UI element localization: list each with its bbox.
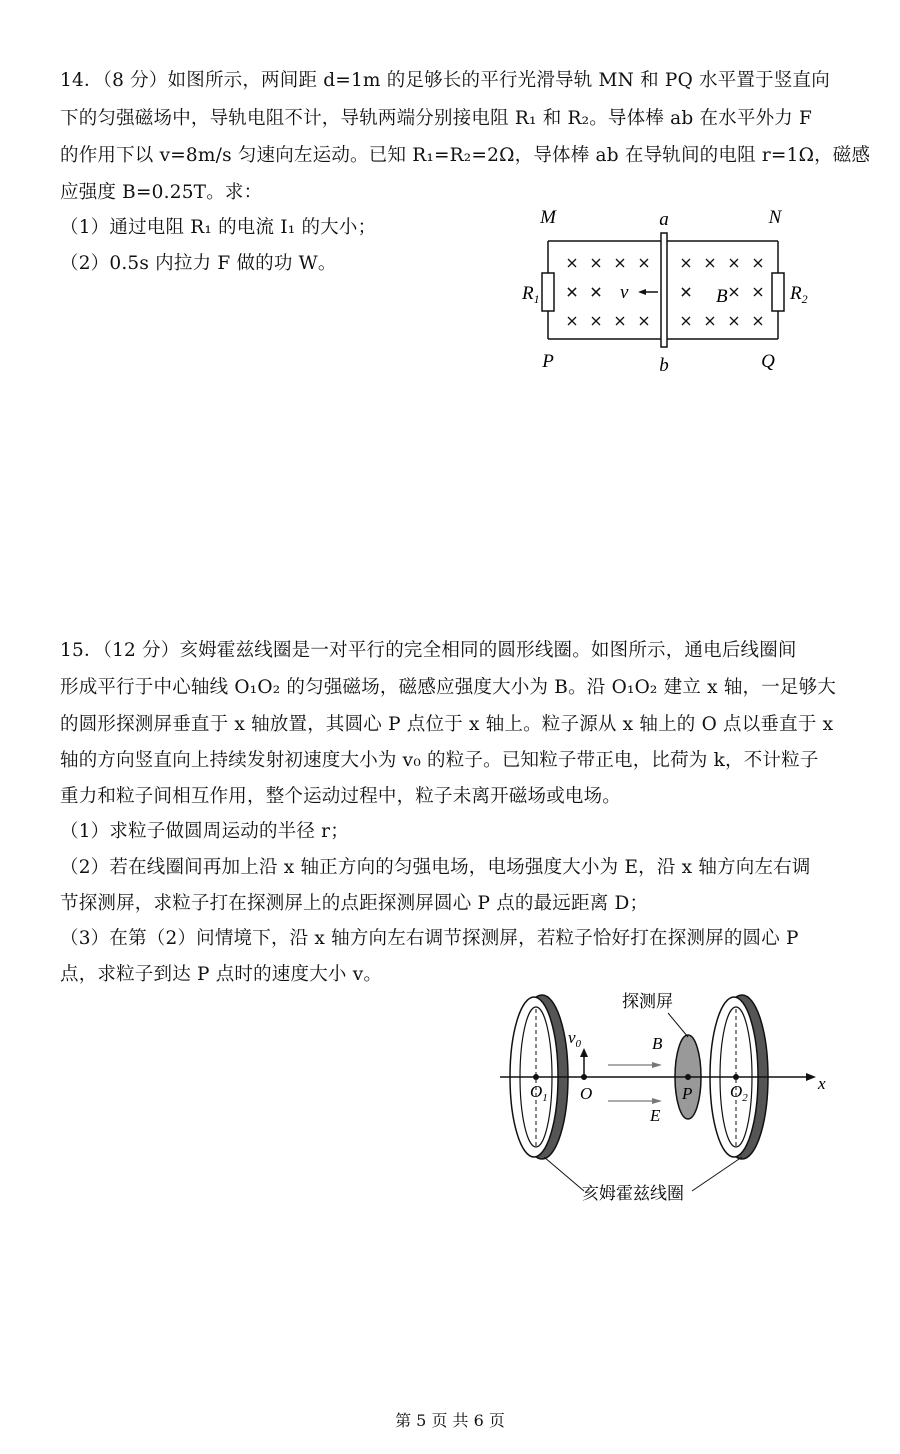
q15-line-2: 形成平行于中心轴线 O₁O₂ 的匀强磁场，磁感应强度大小为 B。沿 O₁O₂ 建立 x 轴，一足够大 [60,677,837,698]
label-e: E [650,1106,661,1125]
field-cross [754,288,762,296]
label-a: a [659,209,669,230]
label-m: M [540,207,556,228]
q14-rail-diagram [510,205,820,385]
label-b: b [659,355,669,376]
field-cross [730,288,738,296]
resistor-r1 [542,273,554,311]
q15-subq-3b: 点，求粒子到达 P 点时的速度大小 v。 [60,964,383,985]
label-o: O [580,1084,593,1103]
label-p: P [682,1084,693,1103]
q15-subq-2a: （2）若在线圈间再加上沿 x 轴正方向的匀强电场，电场强度大小为 E，沿 x 轴方向左右调 [60,857,811,878]
field-cross [592,259,600,267]
field-cross [568,317,576,325]
field-cross [706,259,714,267]
label-p: P [542,351,554,372]
field-cross [682,288,690,296]
field-cross [754,259,762,267]
field-cross [682,317,690,325]
field-cross [682,259,690,267]
field-cross [616,259,624,267]
field-cross [640,317,648,325]
label-v: v [620,282,629,303]
screen-label: 探测屏 [622,992,673,1012]
label-o2: $O_2$ [730,1082,748,1104]
field-cross [592,288,600,296]
field-cross [640,259,648,267]
q15-line-3: 的圆形探测屏垂直于 x 轴放置，其圆心 P 点位于 x 轴上。粒子源从 x 轴上的 O 点以垂直于 x [60,714,834,735]
label-n: N [768,207,782,228]
q15-line-4: 轴的方向竖直向上持续发射初速度大小为 v₀ 的粒子。已知粒子带正电，比荷为 k，不计粒子 [60,750,819,771]
label-q: Q [761,351,775,372]
field-cross [568,259,576,267]
q15-subq-3a: （3）在第（2）问情境下，沿 x 轴方向左右调节探测屏，若粒子恰好打在探测屏的圆心 P [60,928,799,949]
field-cross [730,259,738,267]
q14-subq-1: （1）通过电阻 R₁ 的电流 I₁ 的大小； [60,217,377,238]
q15-subq-1: （1）求粒子做圆周运动的半径 r； [60,821,349,842]
field-cross [730,317,738,325]
q14-subq-2: （2）0.5s 内拉力 F 做的功 W。 [60,253,337,274]
resistor-r2 [772,273,784,311]
field-cross [754,317,762,325]
label-r2: $R_2$ [790,283,808,306]
label-o1: $O_1$ [530,1082,548,1104]
field-cross [568,288,576,296]
field-cross [706,317,714,325]
q14-line-3: 的作用下以 v=8m/s 匀速向左运动。已知 R₁=R₂=2Ω，导体棒 ab 在导轨间的电阻 r=1Ω，磁感 [60,145,871,166]
coil-label: 亥姆霍兹线圈 [582,1184,684,1204]
q15-line-1: 15．（12 分）亥姆霍兹线圈是一对平行的完全相同的圆形线圈。如图所示，通电后线圈间 [60,640,797,661]
q15-line-5: 重力和粒子间相互作用，整个运动过程中，粒子未离开磁场或电场。 [60,786,622,807]
field-cross [616,317,624,325]
rod-ab [661,233,667,347]
label-field-b: B [716,286,728,307]
q14-line-2: 下的匀强磁场中，导轨电阻不计，导轨两端分别接电阻 R₁ 和 R₂。导体棒 ab 在水平外力 F [60,108,813,129]
label-b: B [652,1034,663,1053]
q15-subq-2b: 节探测屏，求粒子打在探测屏上的点距探测屏圆心 P 点的最远距离 D； [60,893,649,914]
label-x: x [818,1074,826,1093]
label-v0: $v_0$ [568,1028,582,1050]
page-footer: 第 5 页 共 6 页 [395,1411,505,1430]
field-cross [592,317,600,325]
q14-line-4: 应强度 B=0.25T。求： [60,182,263,203]
q14-line-1: 14．（8 分）如图所示，两间距 d=1m 的足够长的平行光滑导轨 MN 和 PQ 水平置于竖直向 [60,70,830,91]
label-r1: $R_1$ [522,283,540,306]
q15-helmholtz-diagram [492,985,842,1210]
